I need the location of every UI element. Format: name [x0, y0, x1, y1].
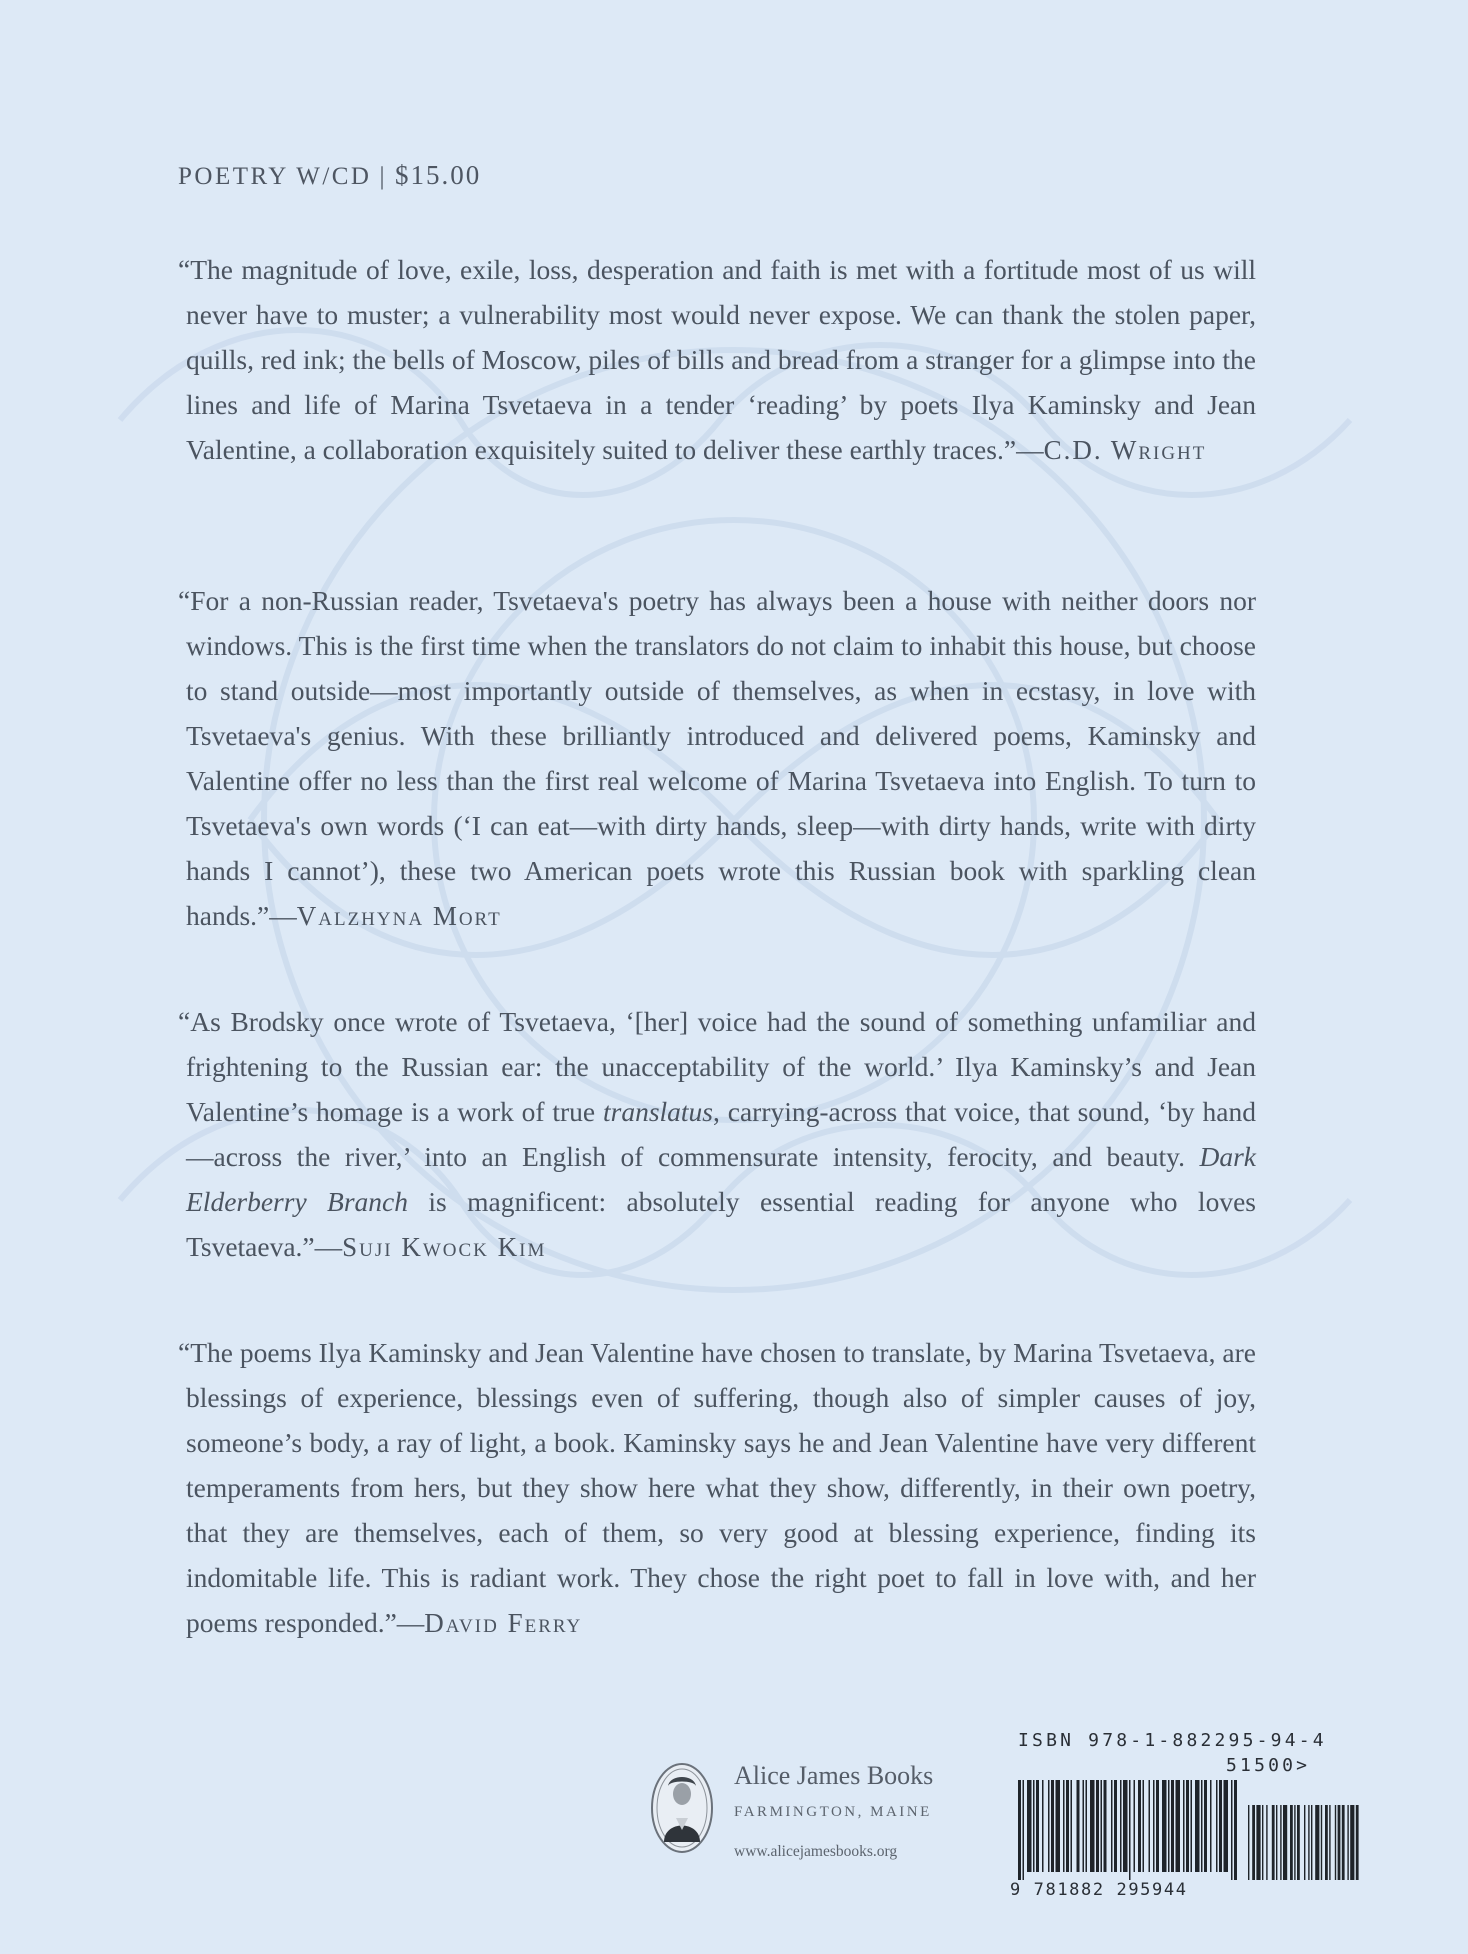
category-separator: |: [379, 163, 388, 190]
blurb-author: David Ferry: [424, 1608, 583, 1638]
category-label: POETRY W/CD: [178, 163, 372, 190]
barcode-bar: [1162, 1780, 1167, 1872]
addon-barcode-bar: [1342, 1805, 1345, 1880]
barcode-bar: [1219, 1780, 1222, 1872]
barcode-bar: [1210, 1780, 1212, 1872]
barcode-bar: [1051, 1780, 1054, 1872]
barcode-bar: [1186, 1780, 1189, 1872]
addon-barcode-bar: [1329, 1805, 1330, 1880]
barcode-bar: [1063, 1780, 1065, 1872]
barcode-bar: [1120, 1780, 1122, 1872]
barcode-bar: [1183, 1780, 1185, 1872]
addon-barcode-bar: [1304, 1805, 1305, 1880]
addon-barcode-bar: [1256, 1805, 1260, 1880]
publisher-location: FARMINGTON, MAINE: [734, 1804, 932, 1820]
barcode-bar: [1083, 1780, 1085, 1872]
barcode-bar: [1143, 1780, 1145, 1872]
barcode-bar: [1096, 1780, 1099, 1872]
barcode-bar: [1023, 1780, 1025, 1880]
blurb-kim: [178, 999, 1256, 1270]
book-title: Dark Elderberry Branch: [186, 1141, 1256, 1217]
barcode-bar: [1134, 1780, 1136, 1872]
barcode-bar: [1153, 1780, 1155, 1872]
addon-barcode-bar: [1338, 1805, 1341, 1880]
addon-barcode-bar: [1325, 1805, 1328, 1880]
barcode-bar: [1123, 1780, 1128, 1872]
blurb-author: C.D. Wright: [1043, 435, 1207, 465]
barcode-bar: [1018, 1780, 1021, 1880]
addon-barcode-bar: [1297, 1805, 1300, 1880]
barcode-bar: [1176, 1780, 1181, 1872]
addon-barcode-bar: [1356, 1805, 1359, 1880]
category-price-line: [178, 160, 481, 191]
addon-barcode-bar: [1335, 1805, 1336, 1880]
barcode-bar: [1204, 1780, 1207, 1872]
addon-barcode-bar: [1347, 1805, 1348, 1880]
barcode-bar: [1114, 1780, 1117, 1872]
addon-barcode-bar: [1266, 1805, 1267, 1880]
barcode-bar: [1191, 1780, 1193, 1872]
barcode-bar: [1086, 1780, 1088, 1872]
addon-barcode-bar: [1311, 1805, 1312, 1880]
barcode-bar: [1027, 1780, 1032, 1872]
barcode-bar: [1077, 1780, 1080, 1872]
blurb-quote-part: is magnificent: absolutely essential reading for anyone who loves Tsvetaeva.”: [186, 1186, 1256, 1262]
barcode-bar: [1042, 1780, 1044, 1872]
barcode-bar: [1234, 1780, 1237, 1880]
blurb-quote: “For a non-Russian reader, Tsvetaeva's poetry has always been a house with neither doors nor windows. This is the first time when the translators do not claim to inhabit this house, but choose to stand outside—most importantly outside of themselves, as when in ecstasy, in love with Tsvetaeva's genius. With these brilliantly introduced and delivered poems, Kaminsky and Valentine offer no less than the first real welcome of Marina Tsvetaeva into English. To turn to Tsvetaeva's own words (‘I can eat—with dirty hands, sleep—with dirty hands, write with dirty hands I cannot’), these two American poets wrote this Russian book with sparkling clean hands.”: [178, 585, 1256, 931]
barcode-icon: [1018, 1780, 1363, 1880]
addon-barcode-bar: [1272, 1805, 1275, 1880]
barcode-bar: [1224, 1780, 1229, 1872]
barcode-bar: [1104, 1780, 1107, 1872]
addon-barcode-bar: [1280, 1805, 1281, 1880]
addon-barcode-bar: [1262, 1805, 1263, 1880]
barcode-bar: [1129, 1780, 1131, 1880]
addon-barcode-bar: [1290, 1805, 1293, 1880]
barcode-bar: [1056, 1780, 1061, 1872]
price-code: 51500>: [1226, 1755, 1311, 1776]
addon-barcode-bar: [1350, 1805, 1354, 1880]
blurb-quote: “The poems Ilya Kaminsky and Jean Valentine have chosen to translate, by Marina Tsvetaeva, are blessings of experience, blessings even of suffering, though also of simpler causes of joy, someone’s body, a ray of light, a book. Kaminsky says he and Jean Valentine have very different temperaments from hers, but they show here what they show, differently, in their own poetry, that they are themselves, each of them, so very good at blessing experience, finding its indomitable life. This is radiant work. They chose the right poet to fall in love with, and her poems responded.”: [178, 1337, 1256, 1638]
addon-barcode-bar: [1294, 1805, 1295, 1880]
barcode-bar: [1149, 1780, 1151, 1872]
blurb-quote: “The magnitude of love, exile, loss, desperation and faith is met with a fortitude most of us will never have to muster; a vulnerability most would never expose. We can thank the stolen paper, quills, red ink; the bells of Moscow, piles of bills and bread from a stranger for a glimpse into the lines and life of Marina Tsvetaeva in a tender ‘reading’ by poets Ilya Kaminsky and Jean Valentine, a collaboration exquisitely suited to deliver these earthly traces.”: [178, 254, 1256, 465]
publisher-name: Alice James Books: [734, 1761, 934, 1790]
barcode-bar: [1071, 1780, 1073, 1872]
blurb-ferry: [178, 1330, 1256, 1646]
barcode-bar: [1171, 1780, 1174, 1872]
blurb-quote-part: , carrying-across that voice, that sound, ‘by hand—across the river,’ into an English of commensurate intensity, ferocity, and beauty.: [186, 1096, 1256, 1172]
ean-digits: 9 781882 295944: [1010, 1880, 1188, 1900]
attribution-dash: —: [1016, 434, 1044, 465]
attribution-dash: —: [314, 1231, 343, 1262]
isbn-barcode-block: [1010, 1730, 1360, 1905]
publisher-url: www.alicejamesbooks.org: [734, 1843, 898, 1860]
portrait-medallion-icon: [650, 1762, 714, 1854]
barcode-bar: [1201, 1780, 1203, 1872]
barcode-bar: [1036, 1780, 1039, 1872]
blurb-quote-part: “As Brodsky once wrote of Tsvetaeva, ‘[her] voice had the sound of something unfamiliar and frightening to the Russian ear: the unacceptability of the world.’ Ilya Kaminsky’s and Jean Valentine’s homage is a work of true: [178, 1006, 1256, 1127]
barcode-bar: [1066, 1780, 1069, 1872]
attribution-dash: —: [396, 1607, 425, 1638]
barcode-bar: [1216, 1780, 1218, 1872]
barcode-bar: [1101, 1780, 1103, 1872]
barcode-bar: [1048, 1780, 1050, 1872]
barcode-bar: [1138, 1780, 1141, 1872]
attribution-dash: —: [269, 900, 297, 931]
addon-barcode-bar: [1248, 1805, 1249, 1880]
barcode-bar: [1156, 1780, 1159, 1872]
addon-barcode-bar: [1276, 1805, 1277, 1880]
blurb-mort: [178, 578, 1256, 939]
barcode-bar: [1168, 1780, 1170, 1872]
addon-barcode-bar: [1308, 1805, 1309, 1880]
isbn-label: ISBN 978-1-882295-94-4: [1018, 1730, 1327, 1751]
addon-barcode-bar: [1252, 1805, 1255, 1880]
barcode-bar: [1111, 1780, 1113, 1872]
italic-term: translatus: [602, 1096, 714, 1127]
blurb-wright: [178, 247, 1256, 473]
barcode-bar: [1090, 1780, 1095, 1872]
addon-barcode-bar: [1315, 1805, 1319, 1880]
addon-barcode-bar: [1283, 1805, 1287, 1880]
addon-barcode-bar: [1321, 1805, 1322, 1880]
barcode-bar: [1231, 1780, 1233, 1880]
publisher-block: [650, 1755, 950, 1875]
blurb-author: Valzhyna Mort: [296, 901, 502, 931]
blurb-author: Suji Kwock Kim: [342, 1232, 547, 1262]
price-label: $15.00: [395, 160, 482, 190]
barcode-bar: [1033, 1780, 1035, 1872]
barcode-bar: [1195, 1780, 1200, 1872]
